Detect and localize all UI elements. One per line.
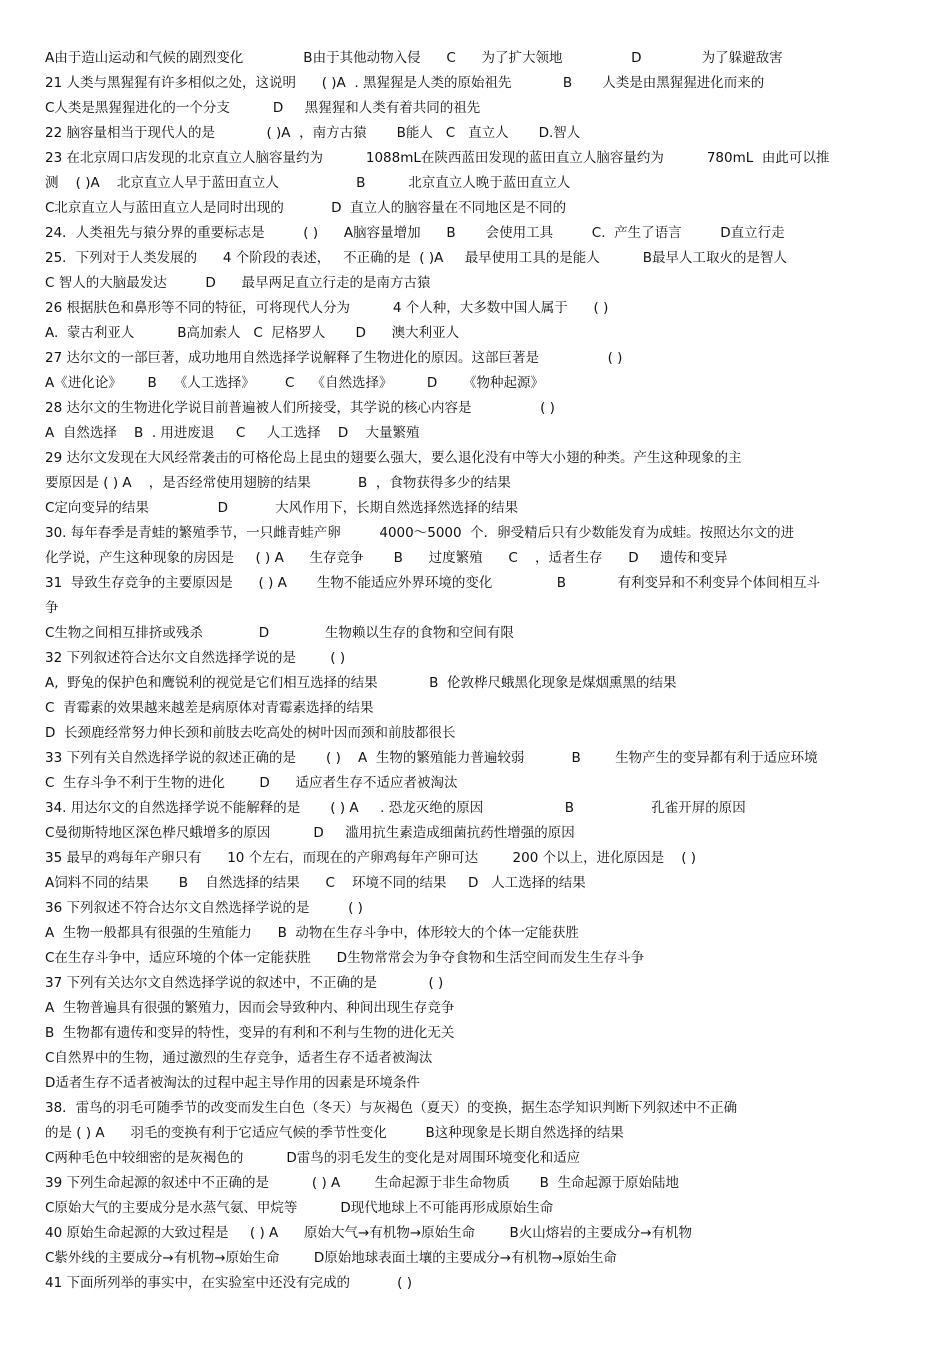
- text-line: A 生物一般都具有很强的生殖能力 B 动物在生存斗争中，体形较大的个体一定能获胜: [45, 925, 579, 941]
- text-line: C 生存斗争不利于生物的进化 D 适应者生存不适应者被淘汰: [45, 775, 458, 791]
- text-line: A 生物普遍具有很强的繁殖力，因而会导致种内、种间出现生存竞争: [45, 1000, 455, 1016]
- text-line: A 自然选择 B . 用进废退 C 人工选择 D 大量繁殖: [45, 425, 420, 441]
- text-line: A由于造山运动和气候的剧烈变化 B由于其他动物入侵 C 为了扩大领地 D 为了躲避敌害: [45, 50, 783, 66]
- text-line: 争: [45, 600, 59, 616]
- text-line: C原始大气的主要成分是水蒸气氨、甲烷等 D现代地球上不可能再形成原始生命: [45, 1200, 554, 1216]
- text-line: 25．下列对于人类发展的 4 个阶段的表述， 不正确的是 ( )A 最早使用工具的是能人 B最早人工取火的是智人: [45, 250, 787, 266]
- text-line: 38．雷鸟的羽毛可随季节的改变而发生白色（冬天）与灰褐色（夏天）的变换，据生态学知识判断下列叙述中不正确: [45, 1100, 738, 1116]
- text-line: C生物之间相互排挤或残杀 D 生物赖以生存的食物和空间有限: [45, 625, 514, 641]
- text-line: A, 野兔的保护色和鹰锐利的视觉是它们相互选择的结果 B 伦敦桦尺蛾黑化现象是煤烟熏黑的结果: [45, 675, 677, 691]
- text-line: 41 下面所列举的事实中，在实验室中还没有完成的 ( ): [45, 1275, 412, 1291]
- text-line: 33 下列有关自然选择学说的叙述正确的是 ( ) A 生物的繁殖能力普遍较弱 B 生物产生的变异都有利于适应环境: [45, 750, 818, 766]
- text-line: 39 下列生命起源的叙述中不正确的是 ( ) A 生命起源于非生命物质 B 生命起源于原始陆地: [45, 1175, 679, 1191]
- text-line: 的是 ( ) A 羽毛的变换有利于它适应气候的季节性变化 B这种现象是长期自然选择的结果: [45, 1125, 624, 1141]
- text-line: C 智人的大脑最发达 D 最早两足直立行走的是南方古猿: [45, 275, 431, 291]
- text-line: 36 下列叙述不符合达尔文自然选择学说的是 ( ): [45, 900, 363, 916]
- text-line: C曼彻斯特地区深色桦尺蛾增多的原因 D 滥用抗生素造成细菌抗药性增强的原因: [45, 825, 575, 841]
- text-line: 测 ( )A 北京直立人早于蓝田直立人 B 北京直立人晚于蓝田直立人: [45, 175, 571, 191]
- text-line: 化学说，产生这种现象的房因是 ( ) A 生存竞争 B 过度繁殖 C ，适者生存 D 遗传和变异: [45, 550, 728, 566]
- text-line: D适者生存不适者被淘汰的过程中起主导作用的因素是环境条件: [45, 1075, 420, 1091]
- text-line: A《进化论》 B 《人工选择》 C 《自然选择》 D 《物种起源》: [45, 375, 545, 391]
- text-line: C定向变异的结果 D 大风作用下，长期自然选择然选择的结果: [45, 500, 519, 516]
- text-line: 要原因是 ( ) A ，是否经常使用翅膀的结果 B ，食物获得多少的结果: [45, 475, 511, 491]
- text-line: 35 最早的鸡每年产卵只有 10 个左右，而现在的产卵鸡每年产卵可达 200 个以上，进化原因是 ( ): [45, 850, 697, 866]
- text-line: C人类是黑猩猩进化的一个分支 D 黑猩猩和人类有着共同的祖先: [45, 100, 481, 116]
- text-line: C 青霉素的效果越来越差是病原体对青霉素选择的结果: [45, 700, 374, 716]
- text-line: D 长颈鹿经常努力伸长颈和前肢去吃高处的树叶因而颈和前肢都很长: [45, 725, 456, 741]
- text-line: 29 达尔文发现在大风经常袭击的可格伦岛上昆虫的翅要么强大，要么退化没有中等大小翅的种类。产生这种现象的主: [45, 450, 742, 466]
- text-line: 26 根据肤色和鼻形等不同的特征，可将现代人分为 4 个人种，大多数中国人属于 ( ): [45, 300, 609, 316]
- text-line: 21 人类与黑猩猩有许多相似之处，这说明 ( )A . 黑猩猩是人类的原始祖先 B 人类是由黑猩猩进化而来的: [45, 75, 765, 91]
- text-line: 28 达尔文的生物进化学说目前普遍被人们所接受，其学说的核心内容是 ( ): [45, 400, 555, 416]
- text-line: 40 原始生命起源的大致过程是 ( ) A 原始大气→有机物→原始生命 B火山熔岩的主要成分→有机物: [45, 1225, 693, 1241]
- text-line: 37 下列有关达尔文自然选择学说的叙述中，不正确的是 ( ): [45, 975, 444, 991]
- text-line: C自然界中的生物，通过激烈的生存竞争，适者生存不适者被淘汰: [45, 1050, 433, 1066]
- text-line: 27 达尔文的一部巨著，成功地用自然选择学说解释了生物进化的原因。这部巨著是 ( ): [45, 350, 623, 366]
- text-line: A. 蒙古利亚人 B高加索人 C 尼格罗人 D 澳大利亚人: [45, 325, 460, 341]
- text-line: C北京直立人与蓝田直立人是同时出现的 D 直立人的脑容量在不同地区是不同的: [45, 200, 567, 216]
- text-line: C在生存斗争中，适应环境的个体一定能获胜 D生物常常会为争夺食物和生活空间而发生生存斗争: [45, 950, 645, 966]
- text-line: 34. 用达尔文的自然选择学说不能解释的是 ( ) A . 恐龙灭绝的原因 B 孔雀开屏的原因: [45, 800, 746, 816]
- text-line: 24．人类祖先与猿分界的重要标志是 ( ) A脑容量增加 B 会使用工具 C. 产生了语言 D直立行走: [45, 225, 785, 241]
- text-line: C紫外线的主要成分→有机物→原始生命 D原始地球表面土壤的主要成分→有机物→原始生命: [45, 1250, 617, 1266]
- text-line: 23 在北京周口店发现的北京直立人脑容量约为 1088mL在陕西蓝田发现的蓝田直立人脑容量约为 780mL 由此可以推: [45, 150, 830, 166]
- text-line: 22 脑容量相当于现代人的是 ( )A ，南方古猿 B能人 C 直立人 D.智人: [45, 125, 581, 141]
- text-line: A饲料不同的结果 B 自然选择的结果 C 环境不同的结果 D 人工选择的结果: [45, 875, 586, 891]
- text-line: 31 导致生存竞争的主要原因是 ( ) A 生物不能适应外界环境的变化 B 有利变异和不利变异个体间相互斗: [45, 575, 821, 591]
- text-line: 32 下列叙述符合达尔文自然选择学说的是 ( ): [45, 650, 346, 666]
- text-line: C两种毛色中较细密的是灰褐色的 D雷鸟的羽毛发生的变化是对周围环境变化和适应: [45, 1150, 581, 1166]
- text-line: B 生物都有遗传和变异的特性，变异的有利和不利与生物的进化无关: [45, 1025, 455, 1041]
- text-line: 30. 每年春季是青蛙的繁殖季节，一只雌青蛙产卵 4000～5000 个．卵受精后只有少数能发育为成蛙。按照达尔文的进: [45, 525, 795, 541]
